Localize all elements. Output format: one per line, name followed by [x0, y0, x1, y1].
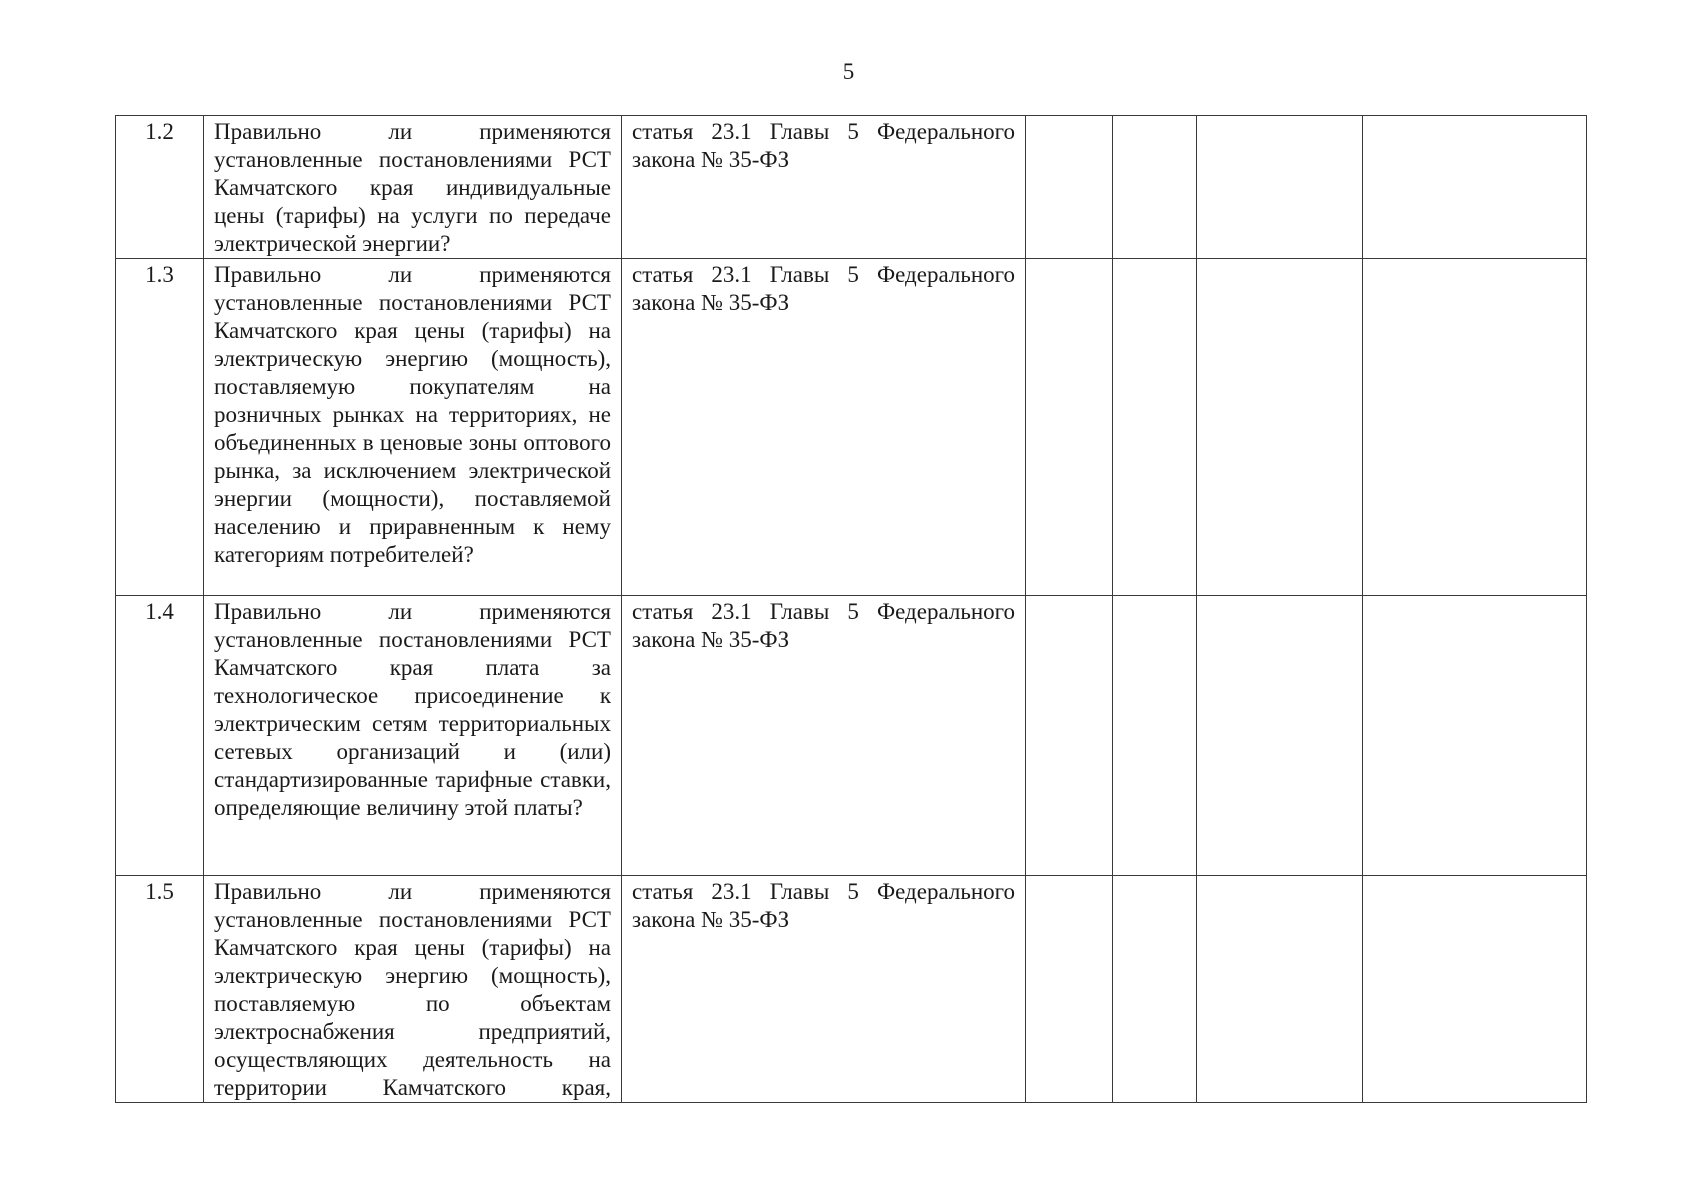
notes-cell [1363, 876, 1587, 1103]
legal-reference-cell: статья 23.1 Главы 5 Федерального закона № 35-ФЗ [622, 596, 1026, 876]
not-applicable-cell [1197, 876, 1363, 1103]
no-cell [1113, 596, 1197, 876]
no-cell [1113, 259, 1197, 596]
notes-cell [1363, 596, 1587, 876]
table-row [116, 259, 1587, 596]
not-applicable-cell [1197, 596, 1363, 876]
row-number: 1.2 [116, 116, 204, 259]
question-cell: Правильно ли применяются установленные постановлениями РСТ Камчатского края индивидуальные цены (тарифы) на услуги по передаче электрической энергии? [204, 116, 622, 259]
no-cell [1113, 876, 1197, 1103]
question-cell: Правильно ли применяются установленные постановлениями РСТ Камчатского края цены (тарифы) на электрическую энергию (мощность), поставляемую по объектам электроснабжения предприятий, осуществляющих деятельность на территории Камчатского края, [204, 876, 622, 1103]
not-applicable-cell [1197, 259, 1363, 596]
legal-reference-cell: статья 23.1 Главы 5 Федерального закона № 35-ФЗ [622, 116, 1026, 259]
legal-reference-cell: статья 23.1 Главы 5 Федерального закона № 35-ФЗ [622, 876, 1026, 1103]
question-cell: Правильно ли применяются установленные постановлениями РСТ Камчатского края плата за технологическое присоединение к электрическим сетям территориальных сетевых организаций и (или) стандартизированные тарифные ставки, определяющие величину этой платы? [204, 596, 622, 876]
yes-cell [1026, 116, 1113, 259]
table-row [116, 596, 1587, 876]
legal-reference-cell: статья 23.1 Главы 5 Федерального закона № 35-ФЗ [622, 259, 1026, 596]
notes-cell [1363, 259, 1587, 596]
yes-cell [1026, 259, 1113, 596]
checklist-table [115, 115, 1587, 1103]
notes-cell [1363, 116, 1587, 259]
table-row [116, 876, 1587, 1103]
row-number: 1.5 [116, 876, 204, 1103]
yes-cell [1026, 876, 1113, 1103]
table-row [116, 116, 1587, 259]
question-cell: Правильно ли применяются установленные постановлениями РСТ Камчатского края цены (тарифы) на электрическую энергию (мощность), поставляемую покупателям на розничных рынках на территориях, не объединенных в ценовые зоны оптового рынка, за исключением электрической энергии (мощности), поставляемой населению и приравненным к нему категориям потребителей? [204, 259, 622, 596]
row-number: 1.4 [116, 596, 204, 876]
no-cell [1113, 116, 1197, 259]
yes-cell [1026, 596, 1113, 876]
page-number: 5 [842, 59, 855, 84]
not-applicable-cell [1197, 116, 1363, 259]
row-number: 1.3 [116, 259, 204, 596]
